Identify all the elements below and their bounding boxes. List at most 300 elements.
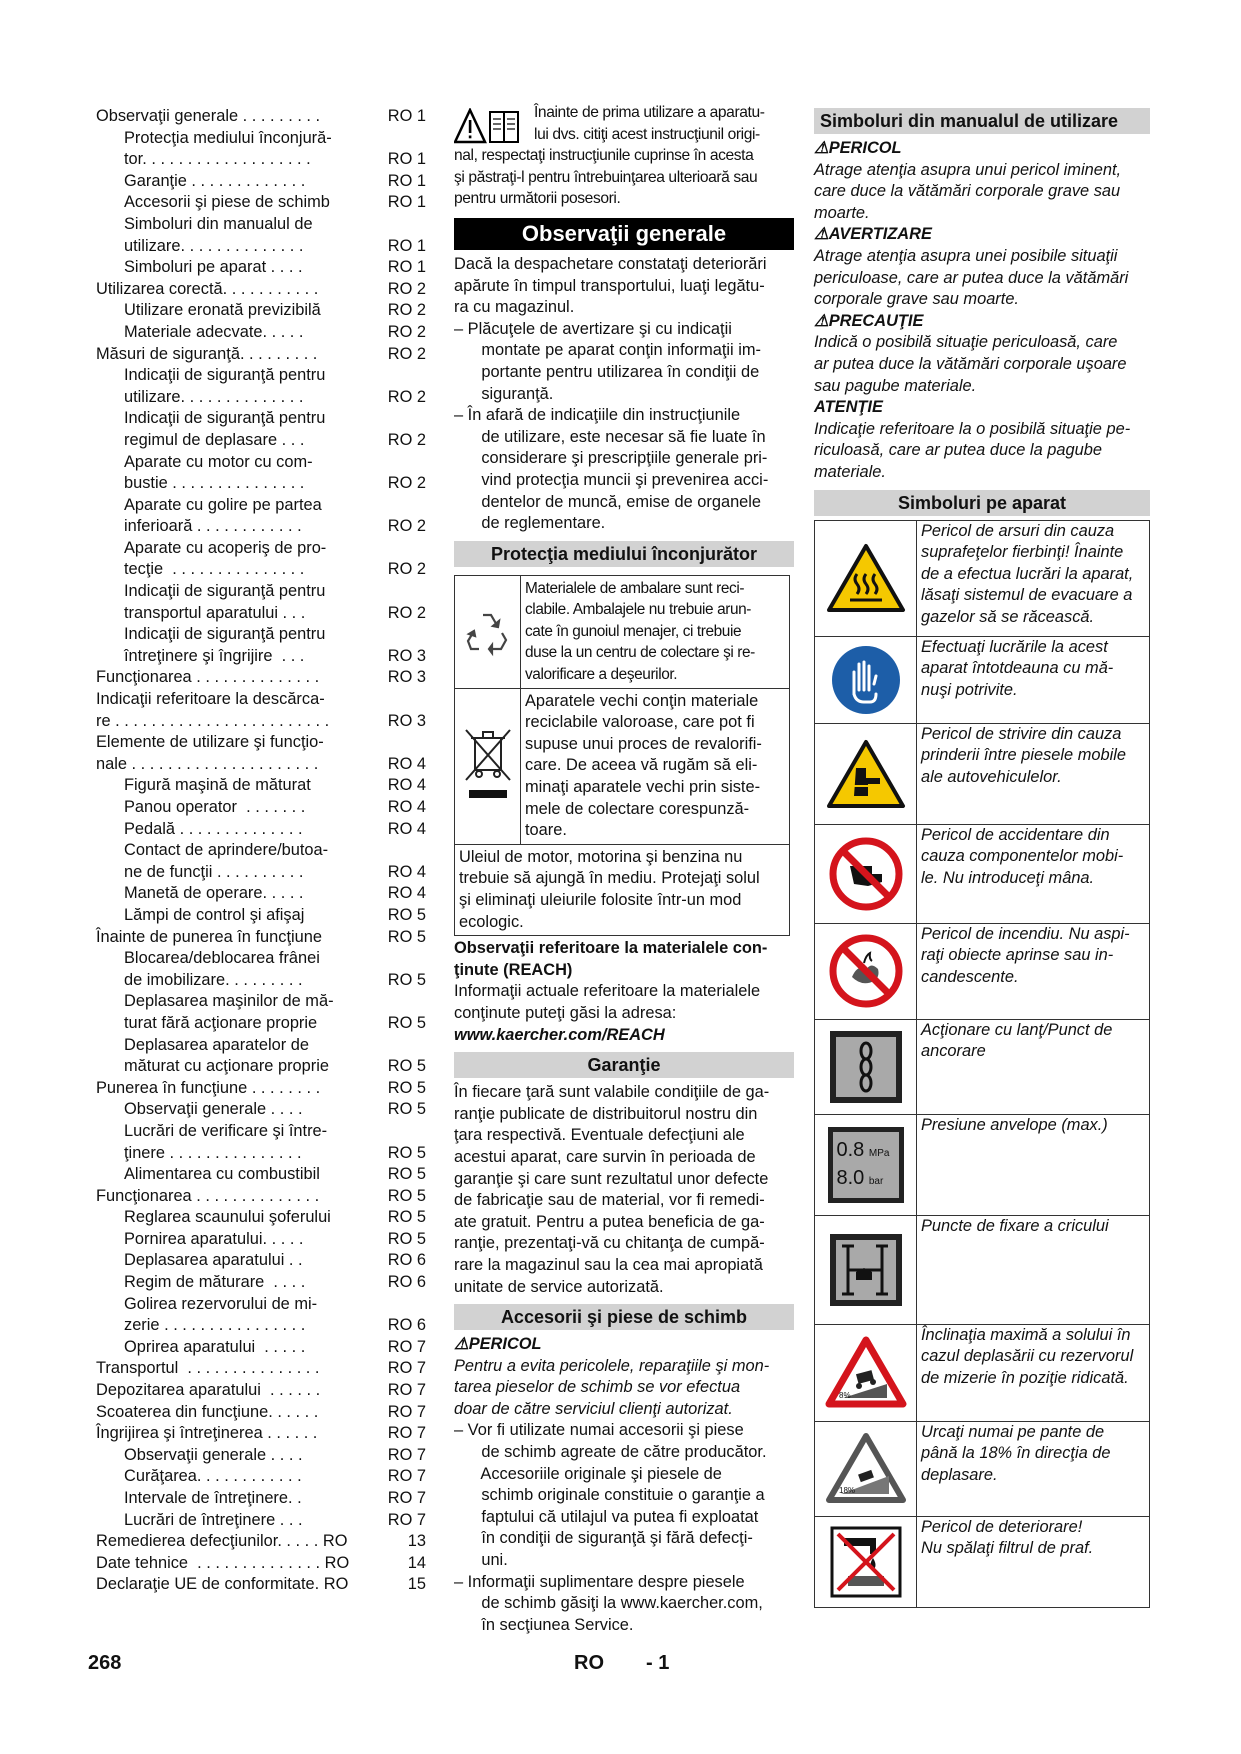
text-line: Pericol de incendiu. Nu aspi- — [921, 924, 1130, 943]
text-line: şi eliminaţi uleiurile folosite într-un mod — [459, 891, 742, 909]
text-line: conţinute puteţi găsi la adresa: — [454, 1003, 677, 1022]
wear-gloves-icon — [815, 637, 917, 723]
bullet-line: – Informaţii suplimentare despre piesele — [454, 1572, 745, 1591]
text-line: care. De aceea vă rugăm să eli- — [525, 756, 758, 775]
toc-entry-text: Aparate cu acoperiş de pro- — [124, 538, 327, 557]
toc-entry-text: Protecţia mediului înconjură- — [124, 128, 332, 147]
text-line: deplasare. — [921, 1465, 998, 1484]
text-line: sau pagube materiale. — [814, 376, 977, 395]
toc-entry[interactable] — [96, 344, 426, 366]
toc-entry[interactable] — [96, 775, 426, 797]
toc-entry[interactable] — [96, 257, 426, 279]
text-line: prinderii între piesele mobile — [921, 746, 1126, 765]
text-line: cate în gunoiul menajer, ci trebuie — [525, 622, 742, 640]
toc-entry-text: Blocarea/deblocarea frânei — [124, 949, 320, 968]
text-line: Efectuaţi lucrările la acest — [921, 637, 1108, 656]
toc-entry[interactable] — [96, 1294, 426, 1337]
toc-entry-text: Pornirea aparatului. . . . . — [124, 1229, 309, 1248]
no-hand-insert-icon — [815, 825, 917, 923]
bullet-line: schimb originale constituie o garanţie a — [454, 1486, 765, 1505]
toc-entry-text: Elemente de utilizare şi funcţio- — [96, 733, 324, 752]
manual-symbols-list — [814, 138, 1150, 484]
toc-page-ref: RO 2 — [387, 322, 426, 341]
toc-entry[interactable] — [96, 948, 426, 991]
toc-entry-text: Funcţionarea . . . . . . . . . . . . . . — [96, 1186, 324, 1205]
toc-page-ref: RO 6 — [387, 1251, 426, 1270]
device-symbols-table — [814, 520, 1150, 1608]
symbol-row — [815, 1020, 1149, 1115]
danger-label: ⚠PERICOL — [454, 1335, 542, 1354]
environment-table — [454, 575, 790, 937]
toc-entry[interactable] — [96, 1337, 426, 1359]
bullet-line: dentelor de muncă, emise de organele — [454, 492, 762, 511]
tilt-warning-icon — [815, 1325, 917, 1421]
text-line: ar putea duce la vătămări corporale uşoare — [814, 354, 1127, 373]
toc-page-ref: RO 2 — [387, 301, 426, 320]
toc-entry-text: Curăţarea. . . . . . . . . . . . — [124, 1467, 307, 1486]
toc-page-ref: RO 1 — [387, 171, 426, 190]
toc-entry-text: Utilizare eronată previzibilă — [124, 301, 321, 320]
toc-entry-text: Golirea rezervorului de mi- — [124, 1294, 318, 1313]
text-line: corporale grave sau moarte. — [814, 290, 1019, 309]
toc-entry[interactable] — [96, 667, 426, 689]
toc-entry[interactable] — [96, 1035, 426, 1078]
toc-entry-text: regimul de deplasare . . . — [124, 430, 309, 449]
toc-entry[interactable] — [96, 1272, 426, 1294]
symbol-row — [815, 1115, 1149, 1216]
text-line: Atrage atenţia asupra unei posibile situaţii — [814, 246, 1118, 265]
reach-link[interactable]: www.kaercher.com/REACH — [454, 1025, 665, 1044]
toc-page-ref: RO 5 — [387, 1143, 426, 1162]
text-line: doar de către serviciul clienţi autorizat. — [454, 1399, 733, 1418]
toc-entry[interactable] — [96, 192, 426, 214]
toc-page-ref: RO 4 — [387, 798, 426, 816]
toc-entry[interactable] — [96, 1229, 426, 1251]
text-line: Puncte de fixare a cricului — [921, 1216, 1109, 1235]
page-number: 268 — [88, 1652, 122, 1674]
toc-entry[interactable] — [96, 322, 426, 344]
toc-entry[interactable] — [96, 1164, 426, 1186]
text-line: Acţionare cu lanţ/Punct de — [921, 1020, 1113, 1039]
text-line: suprafeţelor fierbinţi! Înainte — [921, 543, 1124, 562]
text-line: ecologic. — [459, 912, 524, 931]
toc-entry[interactable] — [96, 905, 426, 927]
toc-entry-text: Indicaţii de siguranţă pentru — [124, 582, 326, 601]
toc-page-ref: RO 7 — [387, 1359, 426, 1378]
toc-page-ref: RO 5 — [387, 1057, 426, 1076]
bullet-line: în secţiunea Service. — [454, 1615, 634, 1634]
toc-entry-text: nale . . . . . . . . . . . . . . . . . . . . . — [96, 754, 323, 773]
toc-page-ref: RO 1 — [387, 236, 426, 255]
toc-entry[interactable] — [96, 883, 426, 905]
intro-line: şi păstraţi-l pentru întrebuinţarea ulterioară sau — [454, 168, 758, 186]
toc-entry-text: Accesorii şi piese de schimb — [124, 193, 330, 212]
toc-entry-text: Indicaţii de siguranţă pentru — [124, 366, 326, 385]
toc-page-ref: RO 5 — [387, 1165, 426, 1184]
toc-page-ref: RO 7 — [387, 1424, 426, 1443]
accessories-block — [454, 1334, 794, 1636]
toc-page-ref: RO 7 — [387, 1402, 426, 1421]
toc-page-ref: RO 7 — [387, 1467, 426, 1486]
toc-entry[interactable] — [96, 214, 426, 257]
attention-label: ATENŢIE — [814, 398, 883, 417]
toc-entry[interactable] — [96, 1553, 426, 1575]
reach-heading: ţinute (REACH) — [454, 960, 573, 979]
section-heading-device-symbols: Simboluri pe aparat — [814, 490, 1150, 516]
toc-entry[interactable] — [96, 1402, 426, 1424]
section-heading-accessories: Accesorii şi piese de schimb — [454, 1304, 794, 1330]
text-line: garanţie şi care sunt rezultatul unor defecte — [454, 1169, 769, 1188]
text-line: cauza componentelor mobi- — [921, 847, 1124, 866]
toc-entry-text: Aparate cu motor cu com- — [124, 452, 313, 471]
toc-page-ref: RO 1 — [387, 107, 426, 125]
toc-entry[interactable] — [96, 689, 426, 732]
toc-page-ref: RO 3 — [387, 711, 426, 730]
warranty-paragraph — [454, 1082, 794, 1298]
text-line: până la 18% în direcţia de — [921, 1444, 1111, 1463]
toc-entry-text: Depozitarea aparatului . . . . . . — [96, 1381, 325, 1400]
text-line: duse la un centru de colectare şi re- — [525, 644, 755, 662]
toc-page-ref: RO 5 — [387, 1013, 426, 1032]
toc-entry[interactable] — [96, 452, 426, 495]
toc-entry-text: Scoaterea din funcţiune. . . . . . — [96, 1402, 323, 1421]
toc-entry[interactable] — [96, 840, 426, 883]
toc-entry-text: Lămpi de control şi afişaj — [124, 905, 305, 924]
text-line: le. Nu introduceţi mâna. — [921, 868, 1095, 887]
bullet-line: vind protecţia muncii şi prevenirea acci- — [454, 470, 769, 489]
toc-page-ref: RO 5 — [387, 927, 426, 946]
text-line: În fiecare ţară sunt valabile condiţiile de ga- — [454, 1083, 770, 1102]
text-line: Informaţii actuale referitoare la materialele — [454, 982, 761, 1001]
toc-entry-text: măturat cu acţionare proprie — [124, 1057, 329, 1076]
text-line: tarea pieselor de schimb se vor efectua — [454, 1378, 741, 1397]
text-line: reciclabile valoroase, care pot fi — [525, 713, 755, 732]
toc-entry[interactable] — [96, 1423, 426, 1445]
text-line: Materialele de ambalare sunt reci- — [525, 579, 745, 597]
toc-page-ref: RO 2 — [387, 387, 426, 406]
toc-entry[interactable] — [96, 624, 426, 667]
column-middle — [454, 102, 794, 1636]
bullet-line: – Plăcuţele de avertizare şi cu indicaţii — [454, 319, 732, 338]
toc-entry[interactable] — [96, 1121, 426, 1164]
bullet-line: în condiţii de siguranţă şi fără defecţi- — [454, 1529, 753, 1548]
text-line: Indică o posibilă situaţie periculoasă, care — [814, 333, 1118, 352]
text-line: Pericol de strivire din cauza — [921, 724, 1122, 743]
toc-entry-text: Deplasarea maşinilor de mă- — [124, 992, 334, 1011]
toc-page-ref: RO 1 — [387, 193, 426, 212]
toc-entry-text: Deplasarea aparatelor de — [124, 1035, 309, 1054]
text-line: Atrage atenţia asupra unui pericol iminent, — [814, 160, 1122, 179]
toc-entry-text: ţinere . . . . . . . . . . . . . . . — [124, 1143, 307, 1162]
text-line: gazelor să se răcească. — [921, 607, 1095, 626]
toc-entry-text: tecţie . . . . . . . . . . . . . . . — [124, 560, 309, 579]
toc-entry[interactable] — [96, 1186, 426, 1208]
toc-entry-text: Date tehnice . . . . . . . . . . . . . . RO — [96, 1553, 350, 1572]
toc-entry[interactable] — [96, 1531, 426, 1553]
symbol-row — [815, 1325, 1149, 1422]
toc-entry-text: ne de funcţii . . . . . . . . . . — [124, 862, 309, 881]
bullet-line: montate pe aparat conţin informaţii im- — [454, 341, 762, 360]
text-line: unitate de service autorizată. — [454, 1277, 664, 1296]
toc-page-ref: RO 7 — [387, 1510, 426, 1529]
toc-entry-text: Reglarea scaunului şoferului — [124, 1208, 331, 1227]
danger-label: ⚠PERICOL — [814, 139, 902, 157]
text-line: Dacă la despachetare constataţi deteriorări — [454, 254, 767, 273]
toc-entry-text: Îngrijirea şi întreţinerea . . . . . . — [96, 1424, 322, 1443]
toc-entry-text: Materiale adecvate. . . . . — [124, 322, 309, 341]
toc-entry-text: Simboluri din manualul de — [124, 214, 313, 233]
text-line: Pericol de deteriorare! — [921, 1517, 1083, 1536]
toc-entry[interactable] — [96, 300, 426, 322]
toc-page-ref: RO 2 — [387, 517, 426, 536]
text-line: moarte. — [814, 203, 870, 222]
environment-row — [455, 576, 789, 689]
jack-point-icon — [815, 1216, 917, 1324]
toc-entry[interactable] — [96, 1207, 426, 1229]
toc-entry-text: Transportul . . . . . . . . . . . . . . . — [96, 1359, 325, 1378]
toc-page-ref: RO 5 — [387, 1078, 426, 1097]
language-code: RO — [574, 1652, 604, 1674]
text-line: ancorare — [921, 1042, 986, 1061]
toc-entry[interactable] — [96, 1099, 426, 1121]
toc-entry-text: Măsuri de siguranţă. . . . . . . . . — [96, 344, 322, 363]
toc-entry-text: tor. . . . . . . . . . . . . . . . . . . — [124, 150, 316, 169]
toc-entry-text: inferioară . . . . . . . . . . . . — [124, 517, 307, 536]
toc-entry[interactable] — [96, 1488, 426, 1510]
text-line: riculoasă, care ar putea duce la pagube — [814, 441, 1102, 460]
text-line: Presiune anvelope (max.) — [921, 1115, 1108, 1134]
text-line: Nu spălaţi filtrul de praf. — [921, 1539, 1094, 1558]
text-line: periculoase, care ar putea duce la vătămări — [814, 268, 1129, 287]
tire-pressure-value: 8.0 — [836, 1166, 865, 1189]
text-line: apărute în timpul transportului, luaţi legătu- — [454, 276, 765, 295]
toc-page-ref: RO 1 — [387, 258, 426, 277]
toc-entry-text: întreţinere şi îngrijire . . . — [124, 646, 309, 665]
toc-page-ref: RO 2 — [387, 279, 426, 298]
toc-entry[interactable] — [96, 408, 426, 451]
toc-entry[interactable] — [96, 1380, 426, 1402]
toc-entry[interactable] — [96, 927, 426, 949]
toc-entry[interactable] — [96, 279, 426, 301]
toc-entry-text: Funcţionarea . . . . . . . . . . . . . . — [96, 668, 324, 687]
toc-entry-text: transportul aparatului . . . — [124, 603, 310, 622]
general-paragraph — [454, 254, 794, 319]
toc-entry-text: Simboluri pe aparat . . . . — [124, 258, 308, 277]
no-burning-objects-icon — [815, 924, 917, 1019]
toc-entry-text: Înainte de punerea în funcţiune — [96, 927, 323, 946]
toc-entry-text: Lucrări de întreţinere . . . — [124, 1510, 308, 1529]
intro-block — [454, 102, 794, 210]
toc-page-ref: RO 5 — [387, 1186, 426, 1205]
toc-entry[interactable] — [96, 365, 426, 408]
tilt-percent-label: 8% — [838, 1390, 851, 1400]
toc-entry-text: Figură maşină de măturat — [124, 776, 311, 795]
warning-label: ⚠AVERTIZARE — [814, 225, 932, 244]
text-line: toare. — [525, 821, 567, 840]
toc-entry[interactable] — [96, 1510, 426, 1532]
hand-crush-warning-icon — [815, 724, 917, 824]
toc-page-ref: RO 7 — [387, 1337, 426, 1356]
toc-entry[interactable] — [96, 1466, 426, 1488]
toc-entry[interactable] — [96, 1445, 426, 1467]
chain-anchor-icon — [815, 1020, 917, 1114]
intro-line: pentru următorii posesori. — [454, 190, 621, 208]
toc-page-ref: RO 2 — [387, 430, 426, 449]
toc-entry[interactable] — [96, 732, 426, 775]
toc-entry-text: Indicaţii de siguranţă pentru — [124, 625, 326, 644]
toc-entry[interactable] — [96, 797, 426, 819]
toc-entry-text: Alimentarea cu combustibil — [124, 1165, 320, 1184]
toc-page-ref: RO 3 — [387, 646, 426, 665]
toc-page-ref: RO 4 — [387, 754, 426, 773]
toc-entry-text: Manetă de operare. . . . . — [124, 884, 309, 903]
toc-entry[interactable] — [96, 171, 426, 193]
toc-page-ref: RO 4 — [387, 819, 426, 838]
toc-entry[interactable] — [96, 819, 426, 841]
toc-entry-text: Observaţii generale . . . . — [124, 1445, 308, 1464]
toc-entry[interactable] — [96, 128, 426, 171]
text-line: trebuie să ajungă în mediu. Protejaţi solul — [459, 869, 760, 888]
toc-page-ref: 15 — [407, 1575, 426, 1594]
symbol-row — [815, 1216, 1149, 1325]
toc-page-ref: RO 7 — [387, 1381, 426, 1400]
toc-entry-text: Indicaţii referitoare la descărca- — [96, 690, 325, 709]
caution-label: ⚠PRECAUŢIE — [814, 311, 924, 330]
text-line: ate gratuit. Pentru a putea beneficia de ga- — [454, 1212, 765, 1231]
text-line: Aparatele vechi conţin materiale — [525, 691, 759, 710]
text-line: minaţi aparatele vechi prin siste- — [525, 778, 761, 797]
toc-entry-text: Aparate cu golire pe partea — [124, 495, 322, 514]
toc-entry[interactable] — [96, 991, 426, 1034]
reach-block — [454, 938, 794, 1046]
toc-entry[interactable] — [96, 495, 426, 538]
symbol-row — [815, 1517, 1149, 1607]
bullet-line: faptului că utilajul va putea fi exploatat — [454, 1507, 759, 1526]
toc-page-ref: RO 2 — [387, 603, 426, 622]
symbol-row — [815, 724, 1149, 825]
text-line: valorificare a deşeurilor. — [525, 666, 678, 684]
oil-notice — [455, 845, 789, 935]
toc-entry-text: utilizare. . . . . . . . . . . . . . — [124, 387, 308, 406]
text-line: rare la magazinul sau la cea mai apropiată — [454, 1255, 763, 1274]
intro-line: Înainte de prima utilizare a aparatu- — [534, 104, 765, 121]
tire-pressure-unit: MPa — [868, 1147, 890, 1159]
bullet-line: – În afară de indicaţiile din instrucţiunile — [454, 406, 741, 425]
toc-entry-text: Contact de aprindere/butoa- — [124, 841, 329, 860]
bullet-line: de schimb găsiţi la www.kaercher.com, — [454, 1594, 763, 1613]
toc-entry-text: Oprirea aparatului . . . . . — [124, 1337, 310, 1356]
toc-entry-text: Indicaţii de siguranţă pentru — [124, 409, 326, 428]
intro-line: nal, respectaţi instrucţiunile cuprinse în acesta — [454, 147, 754, 165]
crossed-bin-icon — [455, 689, 521, 844]
toc-entry-text: re . . . . . . . . . . . . . . . . . . . . . . . . — [96, 711, 334, 730]
warning-triangle-icon — [454, 108, 520, 146]
bullet-line: Accesoriile originale şi piesele de — [454, 1464, 722, 1483]
text-line: raţi obiecte aprinse sau in- — [921, 946, 1114, 965]
toc-entry[interactable] — [96, 1358, 426, 1380]
toc-page-ref: RO 7 — [387, 1489, 426, 1507]
toc-page-ref: RO 1 — [387, 150, 426, 169]
toc-page-ref: RO 5 — [387, 1208, 426, 1227]
text-line: aparat întotdeauna cu mă- — [921, 659, 1114, 678]
bullet-line: siguranţă. — [454, 384, 554, 403]
section-heading-manual-symbols: Simboluri din manualul de utilizare — [814, 108, 1150, 134]
text-line: de mizerie în poziţie ridicată. — [921, 1368, 1129, 1387]
toc-entry-text: Declaraţie UE de conformitate. RO — [96, 1575, 349, 1594]
intro-line: lui dvs. citiţi acest instrucţiunil origi- — [534, 125, 760, 143]
toc-entry[interactable] — [96, 1078, 426, 1100]
table-of-contents — [96, 106, 426, 1596]
toc-entry-text: Intervale de întreţinere. . — [124, 1489, 307, 1507]
toc-entry[interactable] — [96, 1574, 426, 1596]
text-line: Înclinaţia maximă a solului în — [921, 1325, 1131, 1344]
toc-entry-text: Garanţie . . . . . . . . . . . . . — [124, 171, 310, 190]
text-line: Pentru a evita pericolele, reparaţiile şi mon- — [454, 1356, 770, 1375]
toc-entry[interactable] — [96, 581, 426, 624]
section-number: - 1 — [646, 1652, 670, 1674]
bullet-line: – Vor fi utilizate numai accesorii şi piese — [454, 1421, 744, 1440]
symbol-row — [815, 924, 1149, 1020]
toc-entry-text: Pedală . . . . . . . . . . . . . . — [124, 819, 308, 838]
text-line: supuse unui proces de revalorifi- — [525, 734, 762, 753]
toc-entry-text: Observaţii generale . . . . . . . . . — [96, 107, 325, 125]
toc-page-ref: RO 2 — [387, 560, 426, 579]
toc-entry-text: Lucrări de verificare şi între- — [124, 1121, 328, 1140]
environment-row — [455, 689, 789, 845]
toc-page-ref: RO 2 — [387, 474, 426, 493]
tire-pressure-icon — [815, 1115, 917, 1215]
text-line: de fabricaţie sau de material, vor fi remedi- — [454, 1191, 765, 1210]
text-line: Pericol de arsuri din cauza — [921, 521, 1115, 540]
bullet-line: de utilizare, este necesar să fie luate în — [454, 427, 766, 446]
slope-warning-icon — [815, 1422, 917, 1516]
text-line: Pericol de accidentare din — [921, 825, 1110, 844]
text-line: candescente. — [921, 967, 1019, 986]
toc-page-ref: RO 5 — [387, 905, 426, 924]
toc-entry-text: utilizare. . . . . . . . . . . . . . — [124, 236, 308, 255]
text-line: Uleiul de motor, motorina şi benzina nu — [459, 847, 743, 866]
toc-entry-text: Observaţii generale . . . . — [124, 1100, 308, 1119]
column-right — [814, 108, 1150, 1608]
symbol-row — [815, 521, 1149, 637]
text-line: materiale. — [814, 462, 886, 481]
toc-page-ref: RO 7 — [387, 1445, 426, 1464]
text-line: care duce la vătămări corporale grave sau — [814, 182, 1121, 201]
toc-entry-text: turat fără acţionare proprie — [124, 1013, 318, 1032]
slope-percent-label: 18% — [838, 1485, 855, 1495]
bullet-line: portante pentru utilizarea în condiţii de — [454, 362, 760, 381]
toc-entry-text: Deplasarea aparatului . . — [124, 1251, 308, 1270]
reach-heading: Observaţii referitoare la materialele con- — [454, 939, 768, 958]
bullet-line: de reglementare. — [454, 514, 606, 533]
bullet-line: uni. — [454, 1551, 508, 1570]
text-line: ţara respectivă. Eventuale defecţiuni ale — [454, 1126, 745, 1145]
toc-entry-text: Remedierea defecţiunilor. . . . . RO — [96, 1532, 348, 1551]
bullet-line: considerare şi prescripţiile generale pri- — [454, 449, 768, 468]
toc-entry-text: bustie . . . . . . . . . . . . . . . — [124, 474, 309, 493]
toc-entry[interactable] — [96, 106, 426, 128]
toc-page-ref: RO 5 — [387, 1100, 426, 1119]
no-water-filter-icon — [815, 1517, 917, 1607]
toc-page-ref: 13 — [407, 1532, 426, 1551]
text-line: ranţie, prezentaţi-vă cu chitanţa de cumpă- — [454, 1234, 765, 1253]
toc-entry[interactable] — [96, 538, 426, 581]
toc-entry[interactable] — [96, 1250, 426, 1272]
text-line: Indicaţie referitoare la o posibilă situaţie pe- — [814, 419, 1131, 438]
hot-surface-warning-icon — [815, 521, 917, 636]
section-heading-warranty: Garanţie — [454, 1052, 794, 1078]
text-line: de a efectua lucrări la aparat, — [921, 564, 1134, 583]
